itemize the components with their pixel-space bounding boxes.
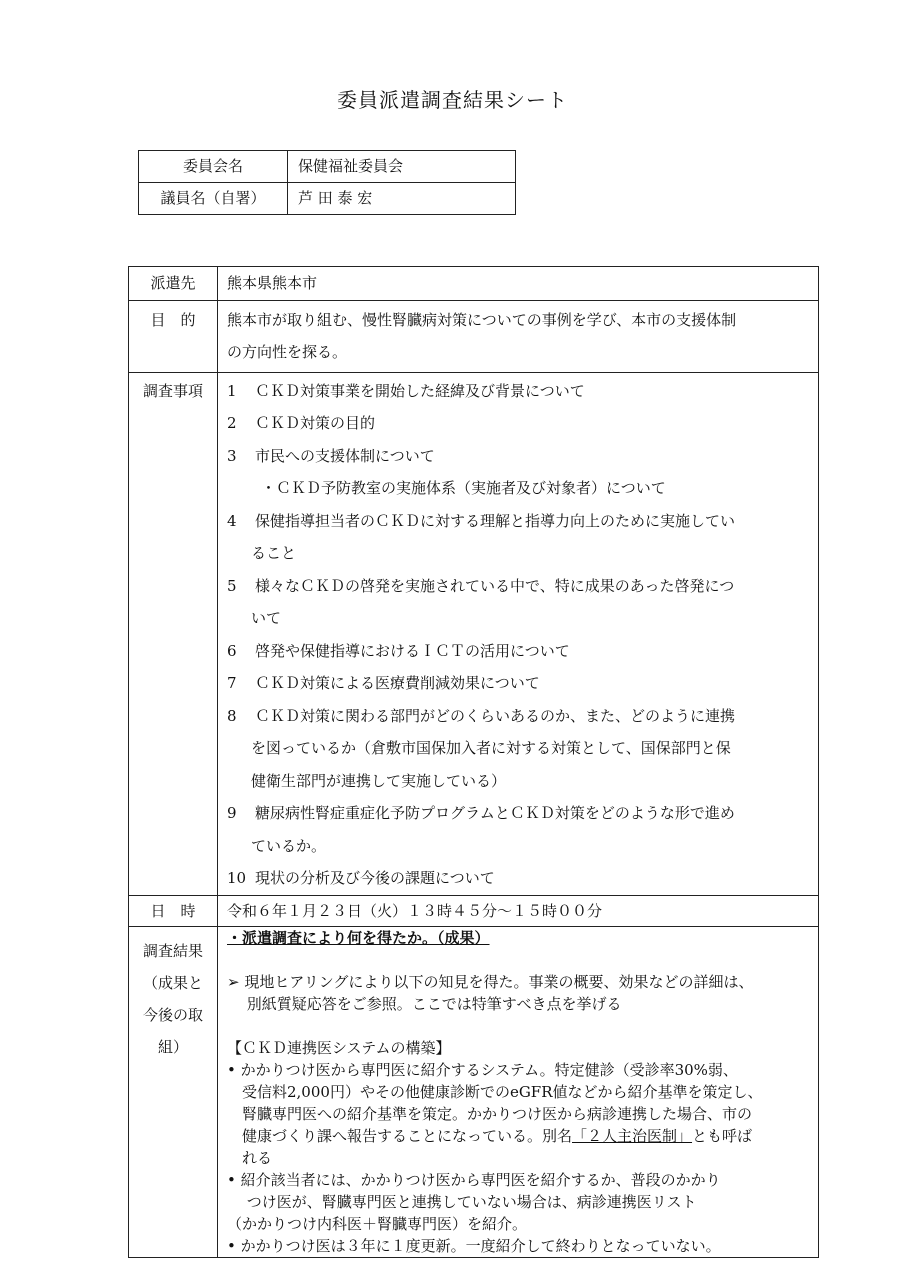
committee-value: 保健福祉委員会 <box>288 151 516 183</box>
committee-label: 委員会名 <box>139 151 288 183</box>
survey-item-line <box>227 732 814 765</box>
item-text: ること <box>251 544 297 562</box>
item-number: 6 <box>227 641 237 660</box>
survey-item-line <box>227 862 814 895</box>
survey-item-line <box>227 537 814 570</box>
item-text: 市民への支援体制について <box>255 446 435 465</box>
results-heading: ・派遣調査により何を得たか。（成果） <box>227 928 490 947</box>
items-list <box>218 372 819 895</box>
survey-item-line <box>227 602 814 635</box>
item-number: 10 <box>227 869 247 887</box>
item-number: 9 <box>227 804 237 822</box>
item-number: 4 <box>227 511 237 530</box>
item-text: 保健指導担当者のＣＫＤに対する理解と指導力向上のために実施してい <box>255 511 736 530</box>
section-heading: 【ＣＫＤ連携医システムの構築】 <box>227 1038 451 1057</box>
page-title: 委員派遣調査結果シート <box>337 88 568 112</box>
item-text: ＣＫＤ対策による医療費削減効果について <box>255 674 540 692</box>
bullet-line: れる <box>227 1148 273 1167</box>
survey-item-line <box>227 667 814 700</box>
survey-item-line <box>227 505 814 538</box>
item-text: 糖尿病性腎症重症化予防プログラムとＣＫＤ対策をどのような形で進め <box>255 804 735 822</box>
bullet-line: （かかりつけ内科医＋腎臓専門医）を紹介。 <box>227 1214 528 1233</box>
bullet-line: • 紹介該当者には、かかりつけ医から専門医を紹介するか、普段のかかり <box>227 1170 721 1189</box>
item-text: 現状の分析及び今後の課題について <box>255 869 495 887</box>
survey-item-line <box>227 700 814 733</box>
item-text: 様々なＣＫＤの啓発を実施されている中で、特に成果のあった啓発につ <box>255 576 735 595</box>
member-label: 議員名（自署） <box>139 183 288 215</box>
intro-line: 別紙質疑応答をご参照。ここでは特筆すべき点を挙げる <box>227 994 622 1013</box>
purpose-line: 熊本市が取り組む、慢性腎臓病対策についての事例を学び、本市の支援体制 <box>227 310 737 329</box>
item-text: を図っているか（倉敷市国保加入者に対する対策として、国保部門と保 <box>251 739 731 757</box>
survey-item-line <box>227 830 814 863</box>
item-number: 1 <box>227 381 237 400</box>
bullet-line: 健康づくり課へ報告することになっている。別名「２人主治医制」とも呼ば <box>227 1126 753 1145</box>
intro-line: ➢ 現地ヒアリングにより以下の知見を得た。事業の概要、効果などの詳細は、 <box>227 972 754 991</box>
datetime-value: 令和６年１月２３日（火）１３時４５分～１５時００分 <box>218 895 819 926</box>
bullet-line: • かかりつけ医は３年に１度更新。一度紹介して終わりとなっていない。 <box>227 1236 721 1255</box>
survey-item-line <box>227 407 814 440</box>
item-text: ＣＫＤ対策の目的 <box>255 414 376 432</box>
bullet-line: つけ医が、腎臓専門医と連携していない場合は、病診連携医リスト <box>227 1192 697 1211</box>
survey-item-line <box>227 440 814 473</box>
results-label: 今後の取 <box>142 1005 203 1024</box>
item-number: 3 <box>227 446 237 465</box>
results-label: 調査結果 <box>142 941 203 960</box>
survey-item-line <box>227 570 814 603</box>
purpose-line: の方向性を探る。 <box>227 343 348 361</box>
purpose-label: 目 的 <box>129 300 218 372</box>
item-text: ＣＫＤ対策に関わる部門がどのくらいあるのか、また、どのように連携 <box>255 706 736 725</box>
bullet-line: 受信料2,000円）やその他健康診断でのeGFR値などから紹介基準を策定し、 <box>227 1082 763 1101</box>
datetime-label: 日 時 <box>129 895 218 926</box>
item-number: 5 <box>227 576 237 595</box>
item-text: ているか。 <box>251 836 327 855</box>
destination-label: 派遣先 <box>129 267 218 301</box>
member-value: 芦 田 泰 宏 <box>288 183 516 215</box>
item-text: 啓発や保健指導におけるＩＣＴの活用について <box>255 641 570 660</box>
bullet-line: • かかりつけ医から専門医に紹介するシステム。特定健診（受診率30%弱、 <box>227 1060 738 1079</box>
member-info-table <box>138 150 516 215</box>
survey-item-line <box>227 765 814 798</box>
results-label: （成果と <box>142 973 203 992</box>
destination-value: 熊本県熊本市 <box>218 267 819 301</box>
item-number: 7 <box>227 674 237 692</box>
item-number: 2 <box>227 414 237 432</box>
results-label: 組） <box>157 1037 188 1056</box>
item-number: 8 <box>227 706 237 725</box>
item-text: 健衛生部門が連携して実施している） <box>251 771 507 790</box>
survey-item-line <box>227 375 814 408</box>
items-label: 調査事項 <box>129 372 218 895</box>
item-text: いて <box>251 609 282 627</box>
item-text: ＣＫＤ対策事業を開始した経緯及び背景について <box>255 381 585 400</box>
survey-item-line <box>227 635 814 668</box>
report-table <box>128 266 819 1258</box>
survey-subitem: ・ＣＫＤ予防教室の実施体系（実施者及び対象者）について <box>261 479 666 497</box>
survey-item-line <box>227 797 814 830</box>
bullet-line: 腎臓専門医への紹介基準を策定。かかりつけ医から病診連携した場合、市の <box>227 1104 753 1123</box>
two-doctor-system: 「２人主治医制」 <box>572 1126 693 1145</box>
